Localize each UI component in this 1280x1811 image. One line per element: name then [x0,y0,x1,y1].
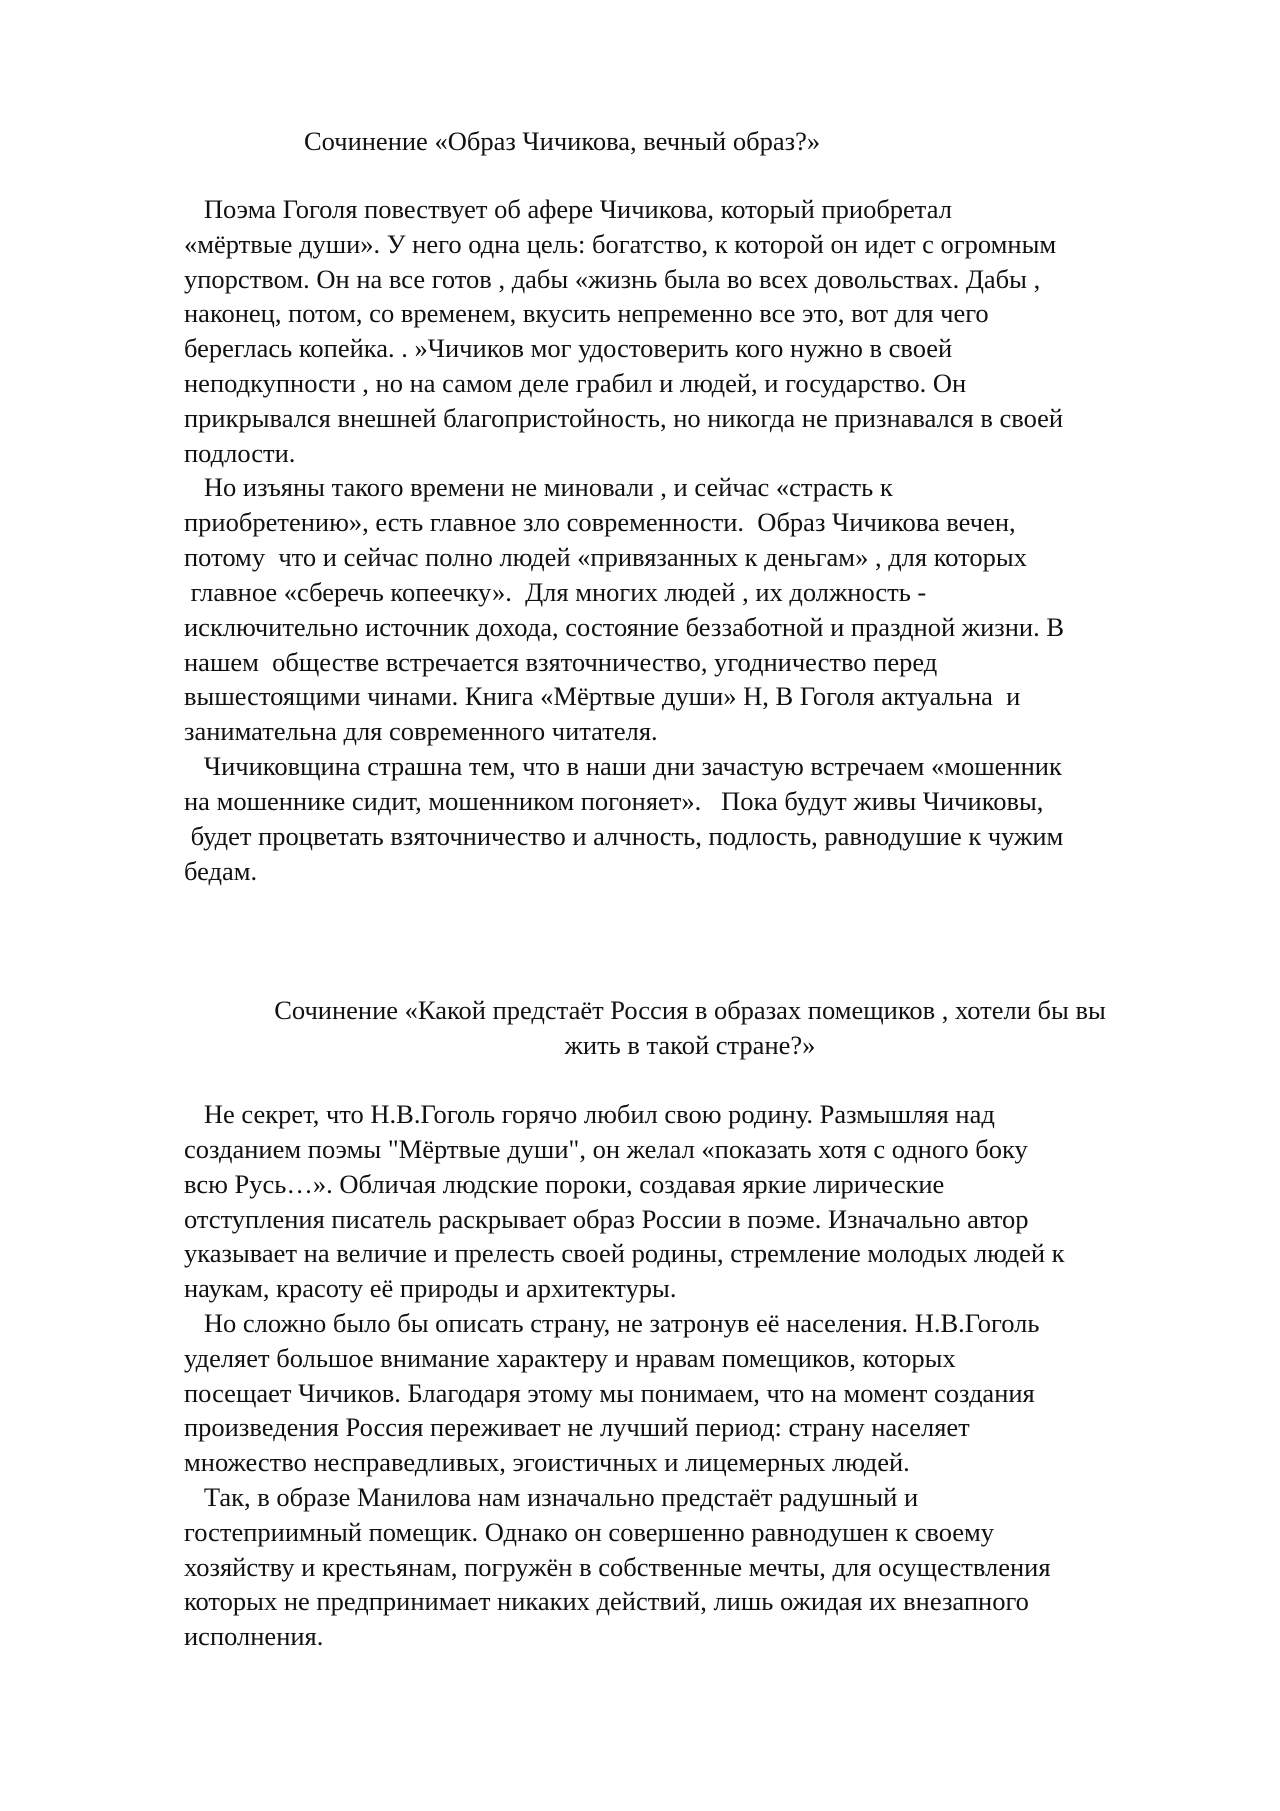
essay1-line: бедам. [184,856,258,886]
essay2-line: отступления писатель раскрывает образ России в поэме. Изначально автор [184,1204,1029,1234]
essay1-line: Чичиковщина страшна тем, что в наши дни зачастую встречаем «мошенник [184,751,1062,781]
essay1-line: прикрывался внешней благопристойность, но никогда не признавался в своей [184,403,1064,433]
essay1-line: потому что и сейчас полно людей «привязанных к деньгам» , для которых [184,542,1027,572]
essay2-line: созданием поэмы "Мёртвые души", он желал «показать хотя с одного боку [184,1134,1028,1164]
essay1-line: подлости. [184,438,296,468]
essay2-line: посещает Чичиков. Благодаря этому мы понимаем, что на момент создания [184,1378,1035,1408]
essay2-title-line1: Сочинение «Какой предстаёт Россия в образах помещиков , хотели бы вы [274,995,1106,1025]
essay2-line: Так, в образе Манилова нам изначально предстаёт радушный и [184,1482,919,1512]
essay1-line: наконец, потом, со временем, вкусить непременно все это, вот для чего [184,298,989,328]
essay1-line: будет процветать взяточничество и алчность, подлость, равнодушие к чужим [184,821,1064,851]
essay2-line: гостеприимный помещик. Однако он совершенно равнодушен к своему [184,1517,995,1547]
essay2-line: Не секрет, что Н.В.Гоголь горячо любил свою родину. Размышляя над [184,1099,995,1129]
essay2-line: которых не предпринимает никаких действий, лишь ожидая их внезапного [184,1586,1029,1616]
essay1-line: неподкупности , но на самом деле грабил и людей, и государство. Он [184,368,967,398]
essay2-line: указывает на величие и прелесть своей родины, стремление молодых людей к [184,1238,1065,1268]
essay1-line: вышестоящими чинами. Книга «Мёртвые души» Н, В Гоголя актуальна и [184,681,1021,711]
essay1-line: Поэма Гоголя повествует об афере Чичикова, который приобретал [184,194,952,224]
essay1-line: исключительно источник дохода, состояние беззаботной и праздной жизни. В [184,612,1065,642]
essay2-line: всю Русь…». Обличая людские пороки, создавая яркие лирические [184,1169,945,1199]
essay1-line: занимательна для современного читателя. [184,716,658,746]
essay2-line: произведения Россия переживает не лучший период: страну населяет [184,1412,970,1442]
essay1-line: «мёртвые души». У него одна цель: богатство, к которой он идет с огромным [184,229,1057,259]
essay2-line: хозяйству и крестьянам, погружён в собственные мечты, для осуществления [184,1552,1051,1582]
essay2-line: уделяет большое внимание характеру и нравам помещиков, которых [184,1343,956,1373]
essay2-line: наукам, красоту её природы и архитектуры. [184,1273,677,1303]
essay2-line: исполнения. [184,1621,324,1651]
essay2-line: Но сложно было бы описать страну, не затронув её населения. Н.В.Гоголь [184,1308,1040,1338]
essay2-title-line2: жить в такой стране?» [564,1030,816,1060]
essay2-line: множество несправедливых, эгоистичных и лицемерных людей. [184,1447,910,1477]
essay1-line: упорством. Он на все готов , дабы «жизнь была во всех довольствах. Дабы , [184,264,1041,294]
essay1-line: приобретению», есть главное зло современности. Образ Чичикова вечен, [184,507,1016,537]
essay1-line: главное «сберечь копеечку». Для многих людей , их должность - [184,577,927,607]
essay1-line: Но изъяны такого времени не миновали , и сейчас «страсть к [184,472,893,502]
essay1-line: на мошеннике сидит, мошенником погоняет». Пока будут живы Чичиковы, [184,786,1044,816]
essay1-line: береглась копейка. . »Чичиков мог удостоверить кого нужно в своей [184,333,953,363]
essay1-line: нашем обществе встречается взяточничество, угодничество перед [184,647,938,677]
essay1-title: Сочинение «Образ Чичикова, вечный образ?» [304,126,821,156]
